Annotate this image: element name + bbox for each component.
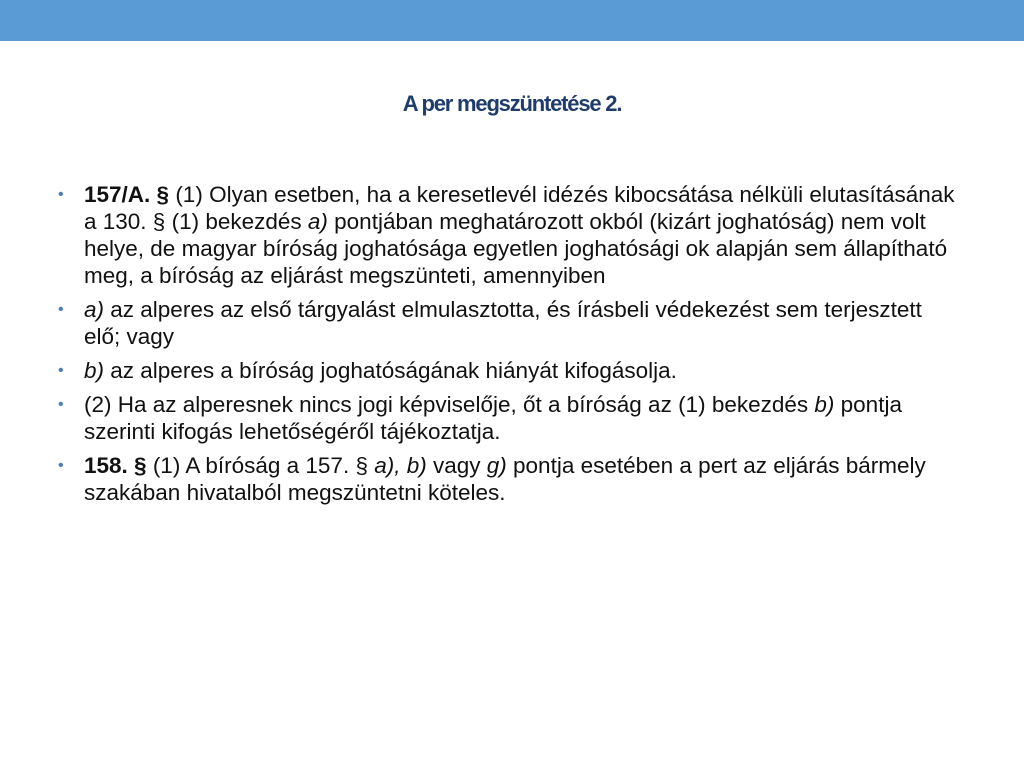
- text-segment: vagy: [426, 453, 487, 478]
- list-item: [58, 296, 963, 350]
- point-reference: g): [486, 453, 507, 478]
- point-reference: a): [307, 209, 328, 234]
- list-item: [58, 357, 963, 384]
- text-segment: az alperes az első tárgyalást elmulasztotta, és írásbeli védekezést sem terjesztett elő; vagy: [84, 297, 922, 349]
- list-item: [58, 391, 963, 445]
- bullet-icon: •: [58, 396, 64, 413]
- bullet-list: [58, 181, 963, 513]
- list-item: [58, 181, 963, 289]
- bullet-icon: •: [58, 301, 64, 318]
- text-segment: pontja szerinti kifogás lehetőségéről tájékoztatja.: [84, 392, 902, 444]
- text-segment: pontja esetében a pert az eljárás bármely szakában hivatalból megszüntetni köteles.: [84, 453, 926, 505]
- bullet-icon: •: [58, 186, 64, 203]
- item-text: [84, 453, 926, 505]
- list-item: [58, 452, 963, 506]
- text-segment: (2) Ha az alperesnek nincs jogi képviselője, őt a bíróság az (1) bekezdés: [84, 392, 815, 417]
- point-reference: b): [814, 392, 835, 417]
- item-text: [84, 358, 677, 383]
- text-segment: (1) A bíróság a 157. §: [146, 453, 375, 478]
- text-segment: az alperes a bíróság joghatóságának hiányát kifogásolja.: [104, 358, 677, 383]
- top-accent-band: [0, 0, 1024, 41]
- bullet-icon: •: [58, 362, 64, 379]
- slide-title: A per megszüntetése 2.: [402, 91, 622, 116]
- point-reference: a): [84, 297, 105, 322]
- item-text: [84, 182, 955, 288]
- bullet-icon: •: [58, 457, 64, 474]
- text-segment: (1) Olyan esetben, ha a keresetlevél idézés kibocsátása nélküli elutasításának a 130. § (1) bekezdés: [84, 182, 955, 234]
- point-reference: a), b): [374, 453, 427, 478]
- text-segment: pontjában meghatározott okból (kizárt joghatóság) nem volt helye, de magyar bíróság joghatósága egyetlen joghatósági ok alapján sem állapítható meg, a bíróság az eljárást megszünteti, amennyiben: [84, 209, 948, 288]
- section-reference: 158. §: [84, 453, 147, 478]
- section-reference: 157/A. §: [84, 182, 170, 207]
- point-reference: b): [84, 358, 105, 383]
- item-text: [84, 297, 922, 349]
- item-text: [84, 392, 902, 444]
